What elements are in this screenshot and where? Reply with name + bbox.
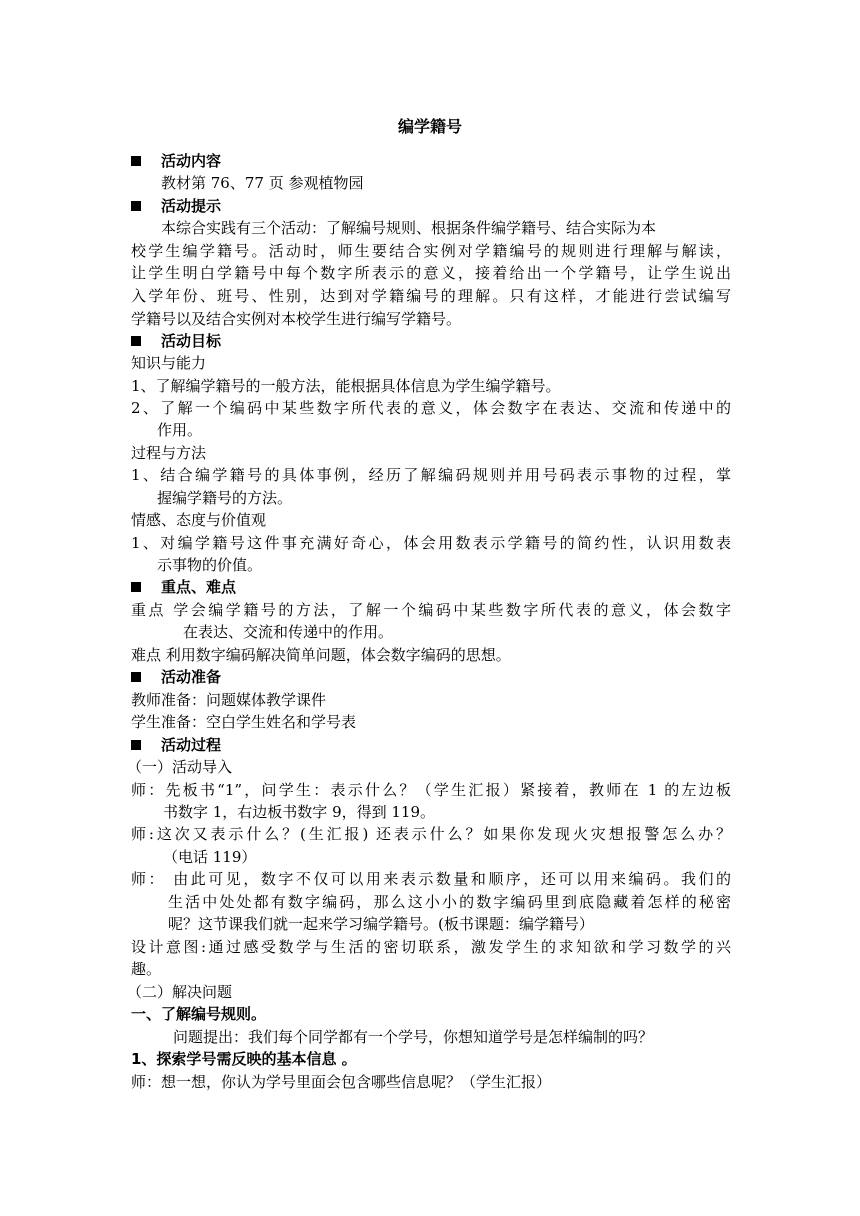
- list-item: 2、了解一个编码中某些数字所代表的意义，体会数字在表达、交流和传递中的: [131, 399, 731, 417]
- dialogue-line: 师： 由此可见，数字不仅可以用来表示数量和顺序，还可以用来编码。我们的: [131, 870, 731, 888]
- part-title: （一）活动导入: [127, 758, 233, 776]
- list-item-continued: 握编学籍号的方法。: [157, 489, 293, 507]
- subsection-title: 过程与方法: [131, 444, 207, 462]
- list-item: 1、了解编学籍号的一般方法，能根据具体信息为学生编学籍号。: [131, 377, 561, 395]
- list-item-continued: 作用。: [157, 421, 203, 439]
- student-prep: 学生准备：空白学生姓名和学号表: [131, 713, 357, 731]
- square-bullet-icon: [131, 740, 141, 750]
- square-bullet-icon: [131, 156, 141, 166]
- square-bullet-icon: [131, 582, 141, 592]
- list-item-continued: 示事物的价值。: [157, 556, 263, 574]
- dialogue-line: 师：想一想，你认为学号里面会包含哪些信息呢？（学生汇报）: [131, 1073, 552, 1091]
- dialogue-continued: 呢？这节课我们就一起来学习编学籍号。(板书课题：编学籍号）: [168, 915, 594, 933]
- section-heading: 活动内容: [131, 150, 731, 172]
- content-line: 教材第 76、77 页 参观植物园: [161, 174, 364, 192]
- dialogue-continued: （电话 119）: [163, 848, 257, 866]
- design-intent-line: 设计意图:通过感受数学与生活的密切联系，激发学生的求知欲和学习数学的兴: [131, 938, 731, 956]
- question-line: 问题提出：我们每个同学都有一个学号，你想知道学号是怎样编制的吗？: [173, 1028, 654, 1046]
- part-title: （二）解决问题: [127, 983, 233, 1001]
- list-item: 1、结合编学籍号的具体事例，经历了解编码规则并用号码表示事物的过程，掌: [131, 466, 731, 484]
- key-point-line: 重点 学会编学籍号的方法，了解一个编码中某些数字所代表的意义，体会数字: [131, 601, 731, 619]
- subheading: 一、了解编号规则。: [131, 1005, 267, 1023]
- paragraph-line: 学籍号以及结合实例对本校学生进行编写学籍号。: [131, 310, 462, 328]
- difficulty-line: 难点 利用数字编码解决简单问题，体会数字编码的思想。: [131, 646, 511, 664]
- paragraph-line: 校学生编学籍号。活动时，师生要结合实例对学籍编号的规则进行理解与解读，: [131, 242, 731, 260]
- subsection-title: 情感、态度与价值观: [131, 511, 267, 529]
- square-bullet-icon: [131, 201, 141, 211]
- square-bullet-icon: [131, 672, 141, 682]
- dialogue-line: 师:这次又表示什么？(生汇报) 还表示什么？如果你发现火灾想报警怎么办？: [131, 825, 731, 843]
- dialogue-line: 师：先板书“1”，问学生：表示什么？（学生汇报）紧接着，教师在 1 的左边板: [131, 781, 731, 799]
- section-heading: 活动目标: [131, 330, 731, 352]
- dialogue-continued: 生活中处处都有数字编码，那么这小小的数字编码里到底隐藏着怎样的秘密: [168, 893, 731, 911]
- section-heading: 重点、难点: [131, 576, 731, 598]
- design-intent-continued: 趣。: [131, 960, 162, 978]
- square-bullet-icon: [131, 336, 141, 346]
- list-item: 1、对编学籍号这件事充满好奇心，体会用数表示学籍号的简约性，认识用数表: [131, 534, 731, 552]
- paragraph-line: 入学年份、班号、性别，达到对学籍编号的理解。只有这样，才能进行尝试编写: [131, 287, 731, 305]
- key-point-continued: 在表达、交流和传递中的作用。: [183, 623, 394, 641]
- section-heading: 活动提示: [131, 195, 731, 217]
- paragraph-line: 让学生明白学籍号中每个数字所表示的意义，接着给出一个学籍号，让学生说出: [131, 264, 731, 282]
- subsection-title: 知识与能力: [131, 354, 207, 372]
- teacher-prep: 教师准备：问题媒体教学课件: [131, 691, 327, 709]
- section-heading: 活动过程: [131, 734, 731, 756]
- paragraph-line: 本综合实践有三个活动：了解编号规则、根据条件编学籍号、结合实际为本: [161, 219, 657, 237]
- dialogue-continued: 书数字 1，右边板书数字 9，得到 119。: [163, 803, 436, 821]
- section-heading: 活动准备: [131, 666, 731, 688]
- subheading: 1、探索学号需反映的基本信息 。: [131, 1050, 357, 1068]
- document-title: 编学籍号: [397, 117, 462, 136]
